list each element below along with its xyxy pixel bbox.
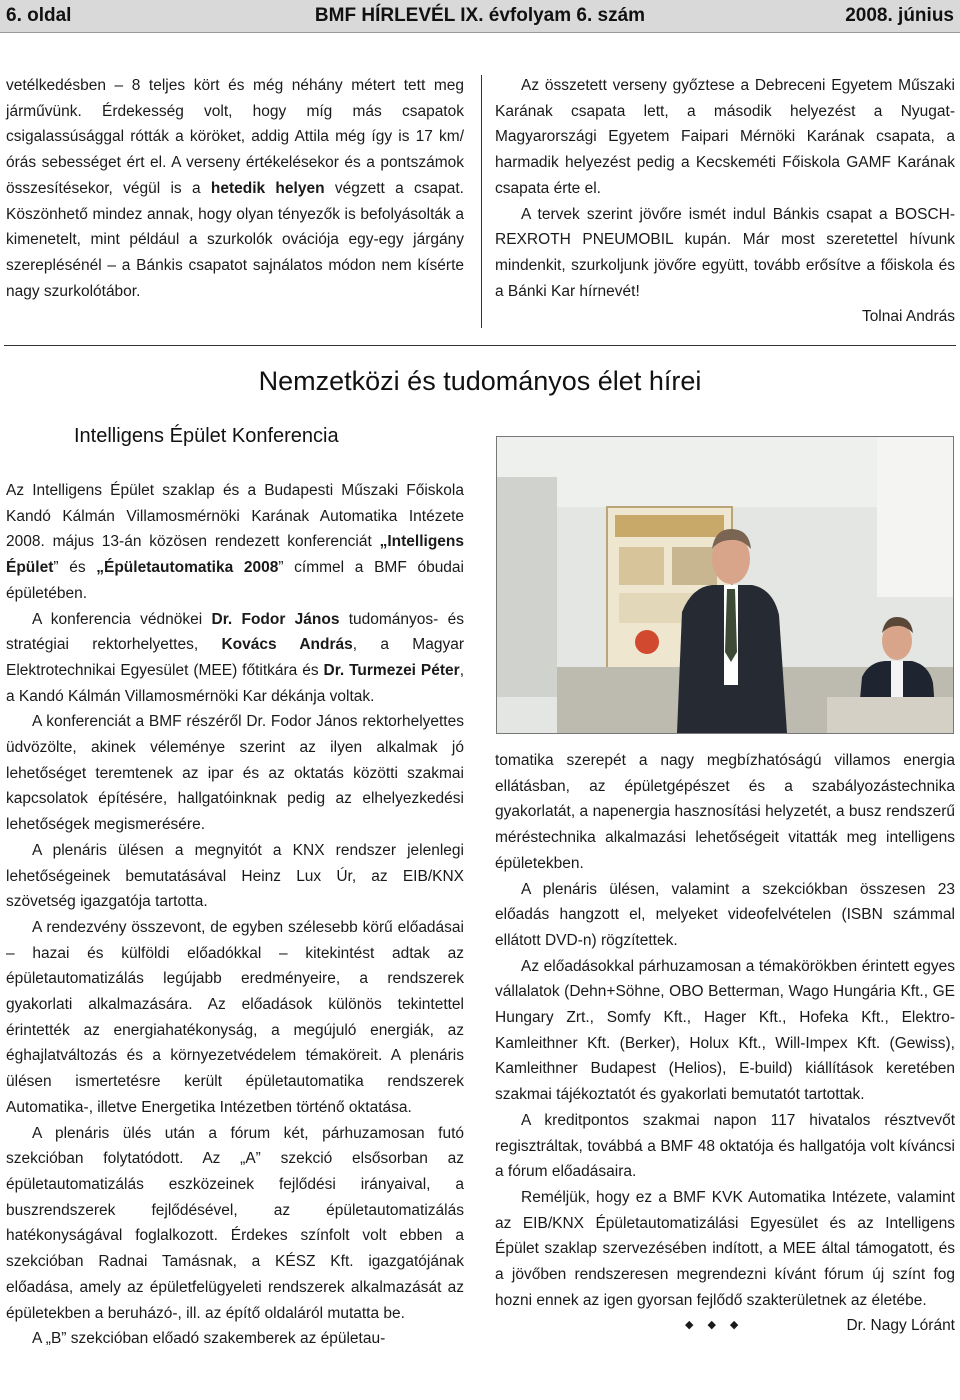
article-left-column	[6, 478, 464, 1352]
article-right-column	[495, 748, 955, 1339]
text-run: A konferencia védnökei	[32, 610, 212, 628]
bold-run: Dr. Fodor János	[211, 610, 340, 628]
paragraph: A tervek szerint jövőre ismét indul Bánkis csapat a BOSCH-REXROTH PNEUMOBIL kupán. Már most szeretettel hívunk mindenkit, szurkoljunk jövőre együtt, tovább erősítve a főiskola és a Bánki Kar hírnevét!	[495, 205, 955, 300]
page-header	[0, 0, 960, 33]
paragraph: A rendezvény összevont, de egyben szélesebb körű előadásai – hazai és külföldi előadókkal – kitekintést adtak az épületautomatizálás legújabb eredményeire, a rendszerek gyakorlati alkalmazására. Az előadások különös tekintettel érintették az energiahatékonyság, a megújuló energiák, az éghajlatváltozás és a környezetvédelem témaköreit. A plenáris ülésen ismertetésre került épületautomatika rendszerek Automatika-, illetve Energetika Intézetben történő oktatása.	[6, 918, 464, 1116]
newsletter-title: BMF HÍRLEVÉL IX. évfolyam 6. szám	[314, 5, 646, 26]
paragraph: A „B” szekcióban előadó szakemberek az épületau-	[32, 1330, 386, 1348]
paragraph: A plenáris ülésen a megnyitót a KNX rendszer jelenlegi lehetőségeinek bemutatásával Heinz Lux Úr, az EIB/KNX szövetség igazgatója tartotta.	[6, 841, 464, 911]
paragraph: A plenáris ülésen, valamint a szekciókban összesen 23 előadás hangzott el, melyeket videofelvételen (ISBN számmal ellátott DVD-n) rögzítettek.	[495, 880, 955, 949]
author-signature: Tolnai András	[861, 308, 955, 326]
bold-run: „Épületautomatika 2008	[96, 559, 279, 577]
bold-run: „Intelligens Épület	[6, 533, 464, 577]
issue-date: 2008. június	[845, 5, 954, 26]
paragraph	[6, 478, 464, 607]
section-divider	[4, 345, 956, 346]
paragraph: A plenáris ülés után a fórum két, párhuzamosan futó szekcióban folytatódott. Az „A” szekció elsősorban az épületautomatizálás eszközeinek fejlődési irányaival, a buszrendszerek fejlődésével, az épületautomatizálás hatékonyságával foglalkozott. Érdekes színfolt volt ebben a szekcióban Radnai Tamásnak, a KÉSZ Kft. igazgatójának előadása, amely az épületfelügyeleti rendszerek alkalmazását az épületekben a beruházó-, ill. az építő oldaláról mutatta be.	[6, 1124, 464, 1322]
paragraph: Reméljük, hogy ez a BMF KVK Automatika Intézete, valamint az EIB/KNX Épületautomatizálási Egyesület és az Intelligens Épület szaklap szervezésében indított, a MEE által támogatott, és a jövőben rendszeresen megrendezni kívánt fórum új színt fog hozni ennek az igen gyorsan fejlődő szakterületnek az életébe.	[495, 1188, 955, 1309]
bold-run: hetedik helyen	[210, 179, 325, 197]
text-run: Az Intelligens Épület szaklap és a Budapesti Műszaki Főiskola Kandó Kálmán Villamosmérnöki Karának Automatika Intézete 2008. május 13-án közösen rendezett konferenciát	[6, 482, 464, 551]
paragraph: A kreditpontos szakmai napon 117 hivatalos résztvevőt regisztráltak, továbbá a BMF 48 oktatója és hallgatója volt kíváncsi a fórum előadásaira.	[495, 1111, 955, 1181]
paragraph	[6, 607, 464, 710]
text-run: ” és	[53, 559, 97, 577]
author-signature: Dr. Nagy Lóránt	[846, 1317, 955, 1335]
ornament-diamonds: ◆◆◆	[685, 1319, 753, 1332]
text-run: tudományos- és stratégiai rektorhelyettes,	[6, 610, 464, 654]
bold-run: Kovács András	[221, 636, 353, 654]
top-left-column	[6, 73, 464, 304]
text-run: vetélkedésben – 8 teljes kört és még néhány métert tett meg járművünk. Érdekesség volt, hogy míg más csapatok csigalassúsággal rótták a köröket, addig Attila még így is 17 km/órás sebességet ért el. A verseny értékelésekor és a pontszámok összesítésekor, végül is a	[6, 77, 464, 197]
text-run: végzett a csapat. Köszönhető mindez annak, hogy olyan tényezők is befolyásolták a kimenetelt, mint például a szurkolók ovációja egy-egy járgány szereplésénél – a Bánkis csapatot sajnálatos módon nem kísérte nagy szurkolótábor.	[6, 179, 464, 300]
paragraph: Az összetett verseny győztese a Debreceni Egyetem Műszaki Karának csapata lett, a második helyezést a Nyugat-Magyarországi Egyetem Faipari Mérnöki Karának csapata, a harmadik helyezést pedig a Kecskeméti Főiskola GAMF Karának csapata érte el.	[495, 77, 955, 197]
page-number: 6. oldal	[6, 5, 72, 26]
top-left-paragraph	[6, 73, 464, 304]
paragraph: A konferenciát a BMF részéről Dr. Fodor János rektorhelyettes üdvözölte, akinek véleménye szerint az ilyen alkalmak jó lehetőséget teremtenek az ipar és az oktatás közötti szakmai kapcsolatok építésére, hallgatóinknak pedig az elhelyezkedési lehetőségek megismerésére.	[6, 713, 464, 834]
top-right-column	[495, 73, 955, 330]
text-run: ” címmel a BMF óbudai épületében.	[6, 559, 464, 602]
paragraph: tomatika szerepét a nagy megbízhatóságú villamos energia ellátásban, az épületgépészet és a szabályozástechnika gyakorlatát, a napenergia hasznosítási helyzetét, a busz rendszerű méréstechnika alkalmazási lehetőségeit vitatták meg intelligens épületekben.	[495, 752, 955, 872]
article-title: Intelligens Épület Konferencia	[74, 425, 339, 447]
conference-photo	[496, 436, 954, 734]
paragraph: Az előadásokkal párhuzamosan a témakörökben érintett egyes vállalatok (Dehn+Söhne, OBO Betterman, Wago Hungária Kft., GE Hungary Zrt., Somfy Kft., Hager Kft., Hofeka Kft., Elektro-Kamleithner Kft. (Berker), Holux Kft., Will-Impex Kft. (Gewiss), Kamleithner Budapest (Helios), E-build) kiállítások keretében szakmai tájékoztatót és gyakorlati bemutatót tartottak.	[495, 957, 955, 1104]
text-run: , a Kandó Kálmán Villamosmérnöki Kar dékánja voltak.	[6, 661, 464, 705]
column-divider	[481, 75, 482, 328]
photo-illustration	[497, 437, 953, 733]
section-title: Nemzetközi és tudományos élet hírei	[258, 366, 702, 396]
bold-run: Dr. Turmezei Péter	[323, 661, 460, 679]
text-run: , a Magyar Elektrotechnikai Egyesület (MEE) főtitkára és	[6, 636, 464, 679]
